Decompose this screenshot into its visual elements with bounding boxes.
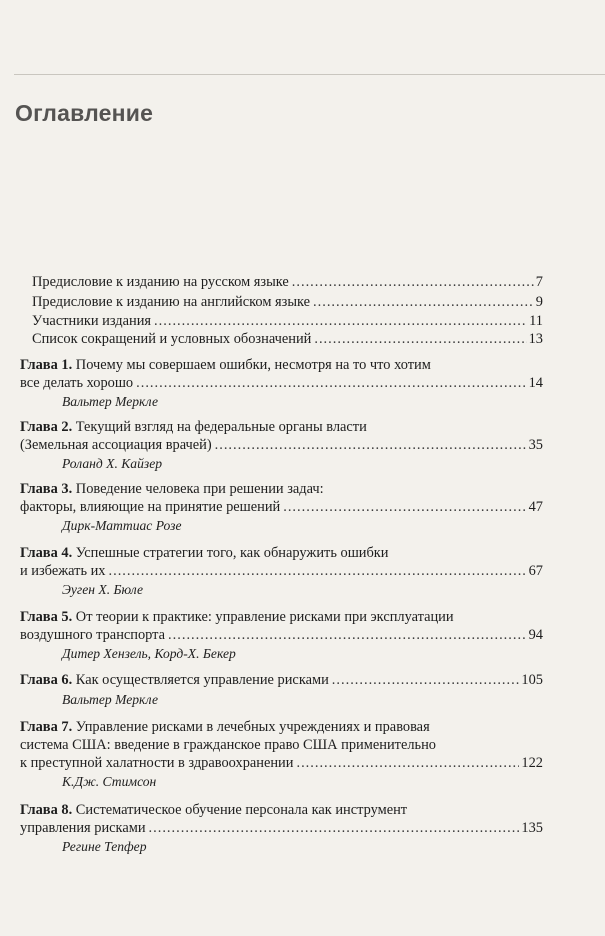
chapter-entry[interactable] bbox=[20, 672, 543, 689]
chapter-label: Глава 8. bbox=[20, 802, 73, 818]
chapter-title-text: воздушного транспорта bbox=[20, 627, 166, 643]
chapter-title-line[interactable] bbox=[20, 419, 367, 436]
chapter-label: Глава 7. bbox=[20, 719, 73, 735]
chapter-title-line[interactable] bbox=[20, 719, 430, 736]
chapter-author: Дирк-Маттиас Розе bbox=[62, 518, 182, 533]
page-title: Оглавление bbox=[15, 100, 154, 126]
leader-dots bbox=[215, 437, 527, 454]
leader-dots bbox=[283, 499, 526, 516]
chapter-author: Вальтер Меркле bbox=[62, 394, 158, 409]
chapter-title-text: Как осуществляется управление рисками bbox=[75, 672, 329, 688]
toc-page-number: 14 bbox=[528, 375, 543, 391]
chapter-label: Глава 5. bbox=[20, 609, 73, 625]
chapter-title-text: управления рисками bbox=[20, 820, 146, 836]
chapter-title-text: Управление рисками в лечебных учреждениях и правовая bbox=[75, 719, 430, 735]
toc-page-number: 94 bbox=[528, 627, 543, 643]
chapter-title-text: все делать хорошо bbox=[20, 375, 134, 391]
toc-front-entry[interactable] bbox=[32, 313, 543, 330]
toc-front-entry[interactable] bbox=[32, 294, 543, 311]
leader-dots bbox=[332, 672, 520, 689]
chapter-entry[interactable] bbox=[20, 627, 543, 644]
leader-dots bbox=[168, 627, 527, 644]
chapter-title-text: Систематическое обучение персонала как инструмент bbox=[75, 802, 408, 818]
chapter-title-text: (Земельная ассоциация врачей) bbox=[20, 437, 212, 453]
toc-page-number: 35 bbox=[528, 437, 543, 453]
chapter-title-line[interactable] bbox=[20, 802, 407, 819]
chapter-label: Глава 3. bbox=[20, 481, 73, 497]
chapter-title-line[interactable] bbox=[20, 737, 436, 754]
chapter-title-text: Успешные стратегии того, как обнаружить ошибки bbox=[75, 545, 389, 561]
toc-page-number: 11 bbox=[529, 313, 543, 329]
leader-dots bbox=[313, 294, 534, 311]
toc-entry-title: Предисловие к изданию на английском языке bbox=[32, 294, 311, 310]
chapter-entry[interactable] bbox=[20, 437, 543, 454]
chapter-title-line[interactable] bbox=[20, 357, 431, 374]
header-divider bbox=[14, 74, 605, 75]
leader-dots bbox=[136, 375, 526, 392]
toc-page-number: 7 bbox=[535, 274, 543, 290]
chapter-title-text: система США: введение в гражданское право США применительно bbox=[20, 737, 436, 753]
chapter-author: Вальтер Меркле bbox=[62, 692, 158, 707]
chapter-author: Эуген Х. Бюле bbox=[62, 582, 144, 597]
chapter-label: Глава 6. bbox=[20, 672, 73, 688]
toc-page-number: 13 bbox=[528, 331, 543, 347]
chapter-author: К.Дж. Стимсон bbox=[62, 774, 157, 789]
chapter-entry[interactable] bbox=[20, 563, 543, 580]
chapter-label: Глава 2. bbox=[20, 419, 73, 435]
chapter-label: Глава 4. bbox=[20, 545, 73, 561]
leader-dots bbox=[296, 755, 519, 772]
chapter-title-line[interactable] bbox=[20, 609, 454, 626]
toc-page-number: 122 bbox=[521, 755, 543, 771]
toc-page-number: 105 bbox=[521, 672, 543, 688]
chapter-title-text: и избежать их bbox=[20, 563, 106, 579]
chapter-title-text: факторы, влияющие на принятие решений bbox=[20, 499, 281, 515]
leader-dots bbox=[292, 274, 534, 291]
chapter-title-text: к преступной халатности в здравоохранении bbox=[20, 755, 294, 771]
toc-page-number: 135 bbox=[521, 820, 543, 836]
toc-front-entry[interactable] bbox=[32, 331, 543, 348]
chapter-title-text: Почему мы совершаем ошибки, несмотря на то что хотим bbox=[75, 357, 431, 373]
chapter-author: Роланд Х. Кайзер bbox=[62, 456, 163, 471]
chapter-title-text: Поведение человека при решении задач: bbox=[75, 481, 324, 497]
toc-entry-title: Список сокращений и условных обозначений bbox=[32, 331, 312, 347]
chapter-author: Регине Тепфер bbox=[62, 839, 147, 854]
leader-dots bbox=[154, 313, 527, 330]
chapter-label: Глава 1. bbox=[20, 357, 73, 373]
toc-front-entry[interactable] bbox=[32, 274, 543, 291]
chapter-entry[interactable] bbox=[20, 755, 543, 772]
leader-dots bbox=[314, 331, 526, 348]
chapter-title-line[interactable] bbox=[20, 545, 389, 562]
chapter-entry[interactable] bbox=[20, 375, 543, 392]
chapter-title-text: Текущий взгляд на федеральные органы власти bbox=[75, 419, 367, 435]
chapter-title-text: От теории к практике: управление рисками при эксплуатации bbox=[75, 609, 454, 625]
toc-page-number: 9 bbox=[535, 294, 543, 310]
chapter-entry[interactable] bbox=[20, 820, 543, 837]
toc-page-number: 67 bbox=[528, 563, 543, 579]
toc-page-number: 47 bbox=[528, 499, 543, 515]
toc-entry-title: Участники издания bbox=[32, 313, 152, 329]
toc-entry-title: Предисловие к изданию на русском языке bbox=[32, 274, 289, 290]
chapter-title-line[interactable] bbox=[20, 481, 324, 498]
leader-dots bbox=[149, 820, 520, 837]
chapter-entry[interactable] bbox=[20, 499, 543, 516]
chapter-author: Дитер Хензель, Корд-Х. Бекер bbox=[62, 646, 236, 661]
leader-dots bbox=[109, 563, 527, 580]
